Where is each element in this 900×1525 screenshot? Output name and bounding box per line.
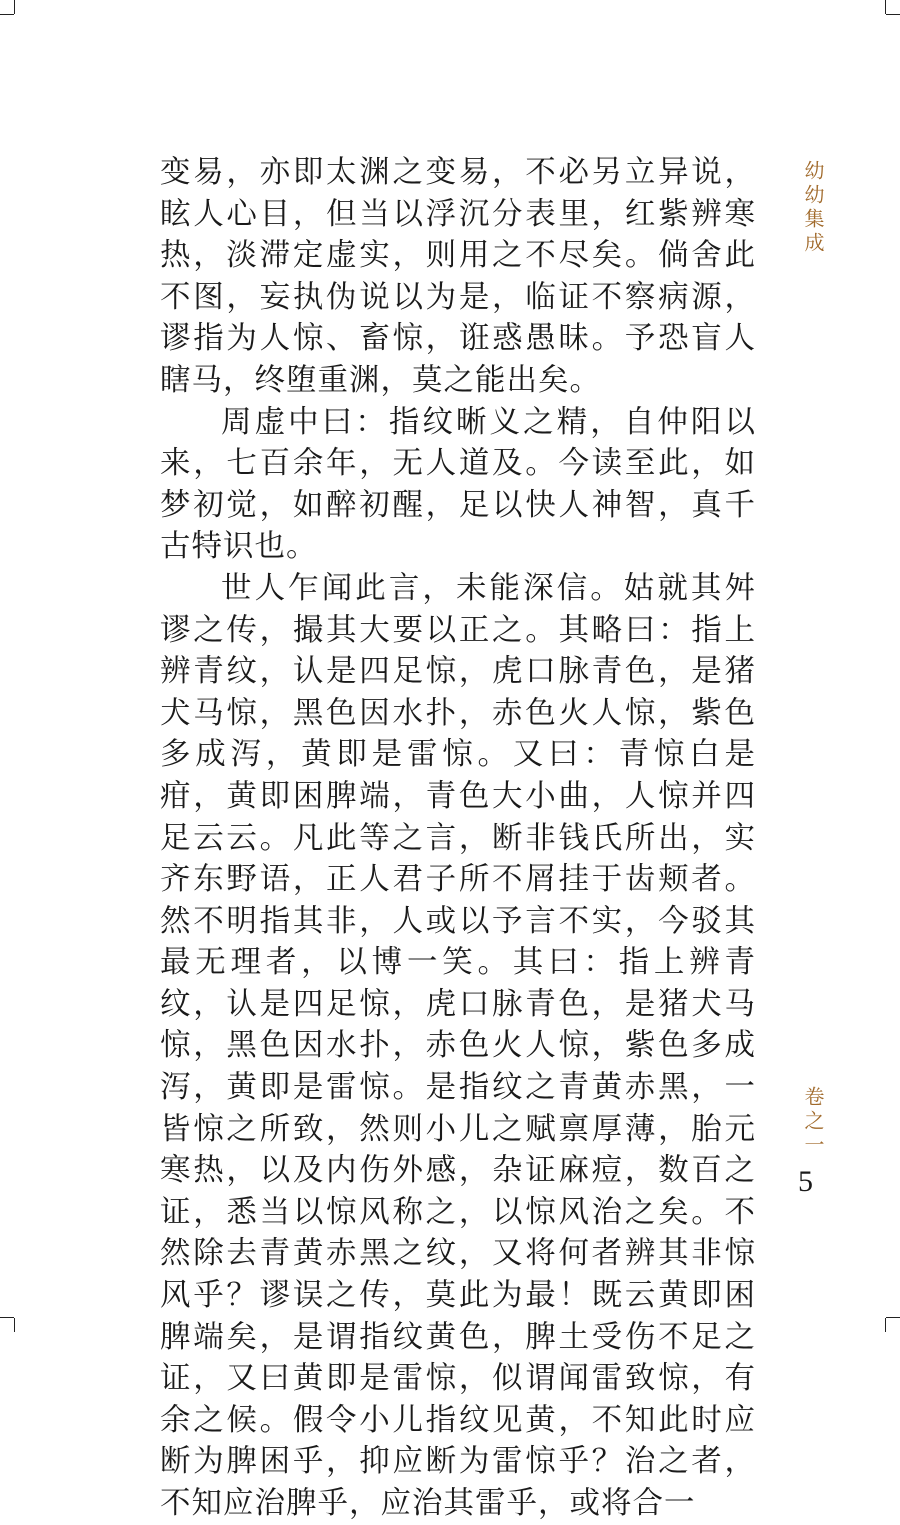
crop-mark-top-right-v [885, 0, 886, 14]
paragraph-3: 世人乍闻此言，未能深信。姑就其舛谬之传，撮其大要以正之。其略曰：指上辨青纹，认是四足惊，虎口脉青色，是猪犬马惊，黑色因水扑，赤色火人惊，紫色多成泻，黄即是雷惊。又曰：青惊白是疳，黄即困脾端，青色大小曲，人惊并四足云云。凡此等之言，断非钱氏所出，实齐东野语，正人君子所不屑挂于齿颊者。然不明指其非，人或以予言不实，今驳其最无理者，以博一笑。其曰：指上辨青纹，认是四足惊，虎口脉青色，是猪犬马惊，黑色因水扑，赤色火人惊，紫色多成泻，黄即是雷惊。是指纹之青黄赤黑，一皆惊之所致，然则小儿之赋禀厚薄，胎元寒热，以及内伤外感，杂证麻痘，数百之证，悉当以惊风称之，以惊风治之矣。不然除去青黄赤黑之纹，又将何者辨其非惊风乎？谬误之传，莫此为最！既云黄即困脾端矣，是谓指纹黄色，脾土受伤不足之证，又曰黄即是雷惊，似谓闻雷致惊，有余之候。假令小儿指纹见黄，不知此时应断为脾困乎，抑应断为雷惊乎？治之者，不知应治脾乎，应治其雷乎，或将合一 [160, 570, 756, 1521]
crop-mark-top-left-v [14, 0, 15, 14]
crop-mark-top-right-h [886, 14, 900, 15]
page-number: 5 [798, 1165, 813, 1198]
paragraph-2: 周虚中曰：指纹晰义之精，自仲阳以来，七百余年，无人道及。今读至此，如梦初觉，如醉初醒，足以快人神智，真千古特识也。 [160, 404, 756, 565]
crop-mark-bottom-right-h [886, 1317, 900, 1318]
crop-mark-top-left-h [0, 14, 14, 15]
paragraph-1: 变易，亦即太渊之变易，不必另立异说，眩人心目，但当以浮沉分表里，红紫辨寒热，淡滞定虚实，则用之不尽矣。倘舍此不图，妄执伪说以为是，临证不察病源，谬指为人惊、畜惊，诳惑愚昧。予恐盲人瞎马，终堕重渊，莫之能出矣。 [160, 155, 756, 398]
crop-mark-bottom-left-v [14, 1318, 15, 1332]
crop-mark-bottom-right-v [885, 1318, 886, 1332]
running-head-book-title: 幼幼集成 [801, 160, 825, 256]
body-text [160, 152, 756, 1525]
running-head-chapter: 卷之一 [801, 1086, 825, 1158]
crop-mark-bottom-left-h [0, 1317, 14, 1318]
